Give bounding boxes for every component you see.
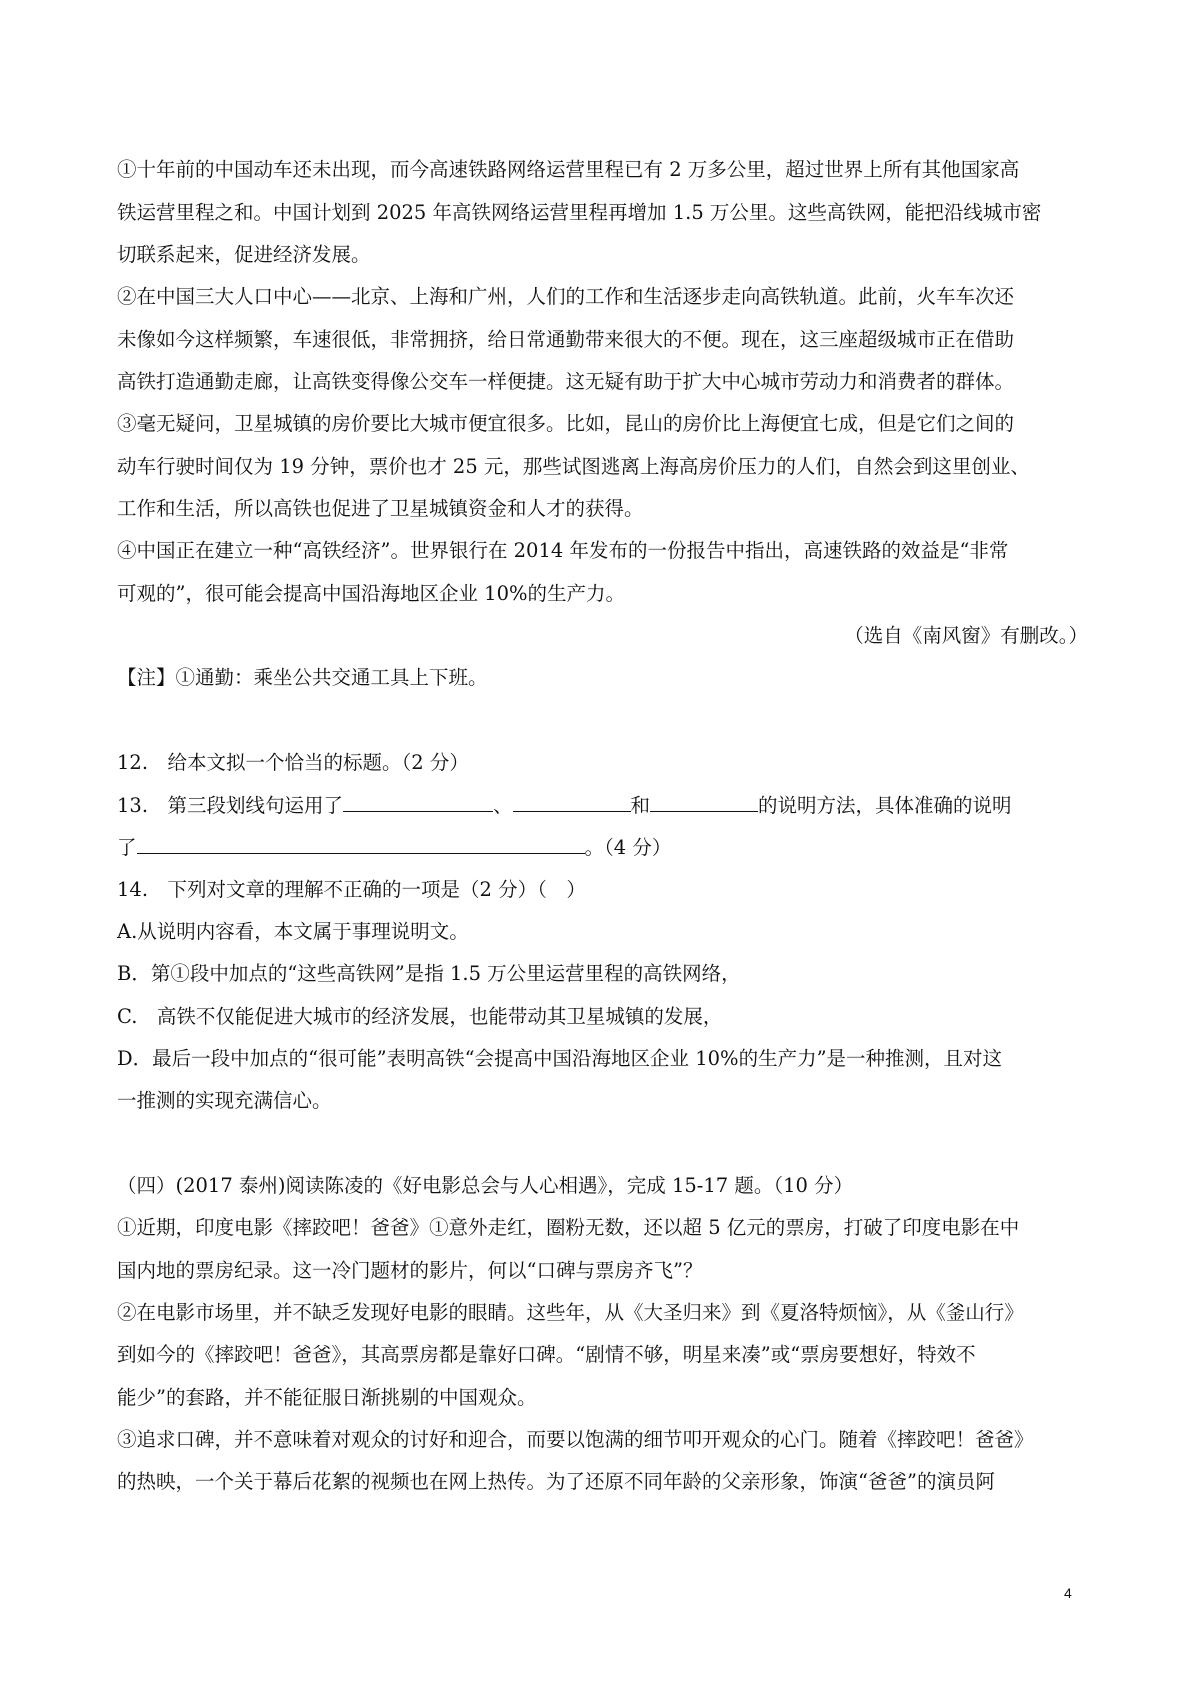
passage-line: 切联系起来，促进经济发展。 [117,243,371,266]
separator: 和 [630,794,651,817]
passage-line: 工作和生活，所以高铁也促进了卫星城镇资金和人才的获得。 [117,497,644,520]
option-b: B．第①段中加点的“这些高铁网”是指 1.5 万公里运营里程的高铁网络， [117,962,741,985]
answer-blank[interactable] [137,833,585,854]
question-12: 12. 给本文拟一个恰当的标题。（2 分） [117,751,469,774]
question-13-text: 了 [117,836,137,859]
passage-line: 到如今的《摔跤吧！爸爸》，其高票房都是靠好口碑。“剧情不够，明星来凑”或“票房要想好，特效不 [117,1343,976,1366]
question-13-cont [117,833,671,862]
passage-line: 可观的”，很可能会提高中国沿海地区企业 10%的生产力。 [117,582,626,605]
passage-line: ③追求口碑，并不意味着对观众的讨好和迎合，而要以饱满的细节叩开观众的心门。随着《摔跤吧！爸爸》 [117,1428,1034,1451]
question-13-text: 13. 第三段划线句运用了 [117,794,344,817]
passage-line: 动车行驶时间仅为 19 分钟，票价也才 25 元，那些试图逃离上海高房价压力的人们，自然会到这里创业、 [117,455,1030,478]
section-heading: （四）(2017 泰州)阅读陈凌的《好电影总会与人心相遇》，完成 15-17 题。（10 分） [117,1174,854,1197]
passage-line: 的热映，一个关于幕后花絮的视频也在网上热传。为了还原不同年龄的父亲形象，饰演“爸爸”的演员阿 [117,1470,995,1493]
option-d: D．最后一段中加点的“很可能”表明高铁“会提高中国沿海地区企业 10%的生产力”是一种推测，且对这 [117,1047,1003,1070]
option-a: A.从说明内容看，本文属于事理说明文。 [117,920,469,943]
answer-blank[interactable] [513,791,631,812]
passage-line: ①近期，印度电影《摔跤吧！爸爸》①意外走红，圈粉无数，还以超 5 亿元的票房，打破了印度电影在中 [117,1216,1020,1239]
question-14: 14. 下列对文章的理解不正确的一项是（2 分）（ ） [117,878,586,901]
question-13 [117,791,1012,820]
passage-line: ②在中国三大人口中心——北京、上海和广州，人们的工作和生活逐步走向高铁轨道。此前，火车车次还 [117,285,1015,308]
passage-line: ③毫无疑问，卫星城镇的房价要比大城市便宜很多。比如，昆山的房价比上海便宜七成，但是它们之间的 [117,412,1015,435]
passage-line: 能少”的套路，并不能征服日渐挑剔的中国观众。 [117,1386,537,1409]
passage-line: ④中国正在建立一种“高铁经济”。世界银行在 2014 年发布的一份报告中指出，高速铁路的效益是“非常 [117,539,1009,562]
page-number: 4 [1064,1585,1072,1601]
passage-line: ①十年前的中国动车还未出现，而今高速铁路网络运营里程已有 2 万多公里，超过世界上所有其他国家高 [117,158,1020,181]
passage-line: 国内地的票房纪录。这一冷门题材的影片，何以“口碑与票房齐飞”？ [117,1259,703,1282]
footnote: 【注】①通勤：乘坐公共交通工具上下班。 [117,666,488,689]
question-13-text: 的说明方法，具体准确的说明 [758,794,1012,817]
passage-line: ②在电影市场里，并不缺乏发现好电影的眼睛。这些年，从《大圣归来》到《夏洛特烦恼》，从《釜山行》 [117,1301,1024,1324]
answer-blank[interactable] [343,791,493,812]
passage-line: 未像如今这样频繁，车速很低，非常拥挤，给日常通勤带来很大的不便。现在，这三座超级城市正在借助 [117,328,1015,351]
source-citation: （选自《南风窗》有删改。） [844,624,1088,647]
answer-blank[interactable] [650,791,758,812]
option-c: C. 高铁不仅能促进大城市的经济发展，也能带动其卫星城镇的发展， [117,1005,723,1028]
option-d: 一推测的实现充满信心。 [117,1089,332,1112]
separator: 、 [493,794,513,817]
passage-line: 铁运营里程之和。中国计划到 2025 年高铁网络运营里程再增加 1.5 万公里。这些高铁网，能把沿线城市密 [117,201,1042,224]
question-13-text: 。（4 分） [584,836,672,859]
passage-line: 高铁打造通勤走廊，让高铁变得像公交车一样便捷。这无疑有助于扩大中心城市劳动力和消费者的群体。 [117,370,1015,393]
